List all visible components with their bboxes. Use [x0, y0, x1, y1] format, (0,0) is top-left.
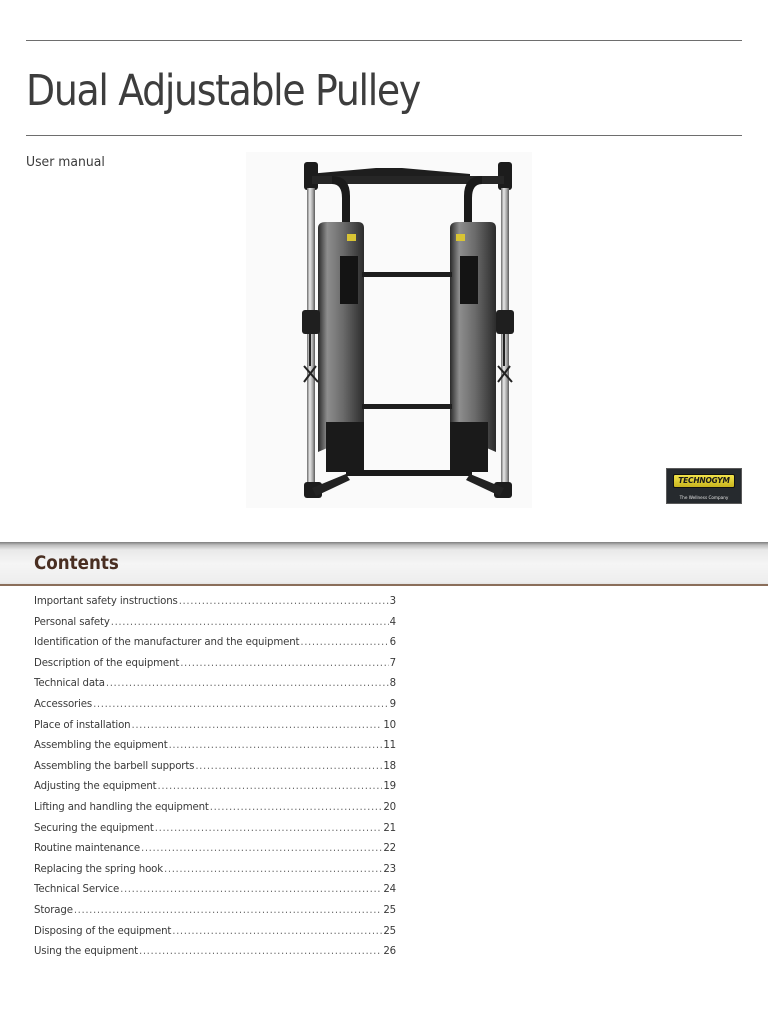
toc-entry-label: Technical data	[34, 678, 105, 690]
toc-entry[interactable]	[34, 781, 396, 802]
toc-entry[interactable]	[34, 637, 396, 658]
toc-entry-label: Adjusting the equipment	[34, 781, 157, 793]
toc-entry-page: 4	[389, 616, 396, 628]
document-title: Dual Adjustable Pulley	[26, 66, 420, 116]
toc-leader	[300, 637, 388, 648]
technogym-logo	[666, 468, 742, 504]
toc-entry-page: 11	[383, 740, 396, 752]
logo-brand: TECHNOGYM	[673, 474, 735, 488]
toc-leader	[106, 678, 389, 689]
toc-entry-page: 19	[383, 781, 396, 793]
toc-entry-page: 21	[383, 822, 396, 834]
toc-entry[interactable]	[34, 761, 396, 782]
document-subtitle: User manual	[26, 154, 105, 170]
toc-entry-label: Storage	[34, 904, 73, 916]
contents-heading: Contents	[34, 552, 119, 574]
contents-header	[0, 542, 768, 586]
toc-leader	[180, 658, 388, 669]
toc-entry[interactable]	[34, 843, 396, 864]
toc-entry[interactable]	[34, 884, 396, 905]
toc-entry[interactable]	[34, 617, 396, 638]
toc-entry-label: Accessories	[34, 698, 93, 710]
toc-entry-label: Description of the equipment	[34, 657, 180, 669]
toc-entry[interactable]	[34, 658, 396, 679]
toc-leader	[210, 802, 383, 813]
toc-entry-page: 8	[389, 678, 396, 690]
toc-entry-label: Replacing the spring hook	[34, 863, 164, 875]
toc-entry[interactable]	[34, 823, 396, 844]
toc-entry-label: Assembling the barbell supports	[34, 760, 195, 772]
toc-entry-label: Personal safety	[34, 616, 110, 628]
toc-entry-label: Lifting and handling the equipment	[34, 801, 209, 813]
pulley-machine-illustration	[246, 152, 532, 508]
toc-leader	[169, 740, 383, 751]
toc-leader	[157, 781, 382, 792]
table-of-contents	[34, 596, 396, 967]
toc-leader	[111, 617, 389, 628]
toc-entry-label: Securing the equipment	[34, 822, 154, 834]
toc-entry[interactable]	[34, 720, 396, 741]
toc-entry-label: Disposing of the equipment	[34, 925, 172, 937]
toc-entry-page: 7	[389, 657, 396, 669]
toc-leader	[195, 761, 382, 772]
toc-entry-page: 23	[383, 863, 396, 875]
toc-entry-page: 18	[383, 760, 396, 772]
toc-leader	[179, 596, 389, 607]
toc-leader	[120, 884, 382, 895]
toc-entry[interactable]	[34, 596, 396, 617]
toc-entry-label: Important safety instructions	[34, 596, 178, 607]
toc-leader	[141, 843, 382, 854]
toc-entry-label: Technical Service	[34, 884, 120, 896]
toc-entry[interactable]	[34, 905, 396, 926]
toc-entry-page: 3	[389, 596, 396, 607]
toc-entry-page: 25	[383, 904, 396, 916]
toc-entry[interactable]	[34, 678, 396, 699]
logo-tagline: The Wellness Company	[679, 495, 729, 500]
toc-entry-label: Using the equipment	[34, 946, 138, 958]
toc-entry[interactable]	[34, 946, 396, 967]
toc-entry[interactable]	[34, 864, 396, 885]
toc-leader	[155, 823, 383, 834]
top-rule	[26, 40, 742, 41]
toc-entry-label: Routine maintenance	[34, 843, 140, 855]
toc-leader	[131, 720, 382, 731]
toc-entry-page: 26	[383, 946, 396, 958]
toc-entry-page: 6	[389, 637, 396, 649]
toc-entry-label: Identification of the manufacturer and the equipment	[34, 637, 300, 649]
toc-entry-page: 10	[383, 719, 396, 731]
toc-leader	[139, 946, 382, 957]
toc-entry[interactable]	[34, 802, 396, 823]
title-rule	[26, 135, 742, 136]
toc-leader	[74, 905, 383, 916]
toc-entry-page: 24	[383, 884, 396, 896]
toc-entry-page: 9	[389, 698, 396, 710]
toc-leader	[164, 864, 382, 875]
toc-entry-page: 22	[383, 843, 396, 855]
toc-leader	[172, 926, 382, 937]
toc-entry[interactable]	[34, 699, 396, 720]
toc-entry[interactable]	[34, 926, 396, 947]
toc-entry-label: Assembling the equipment	[34, 740, 168, 752]
toc-entry[interactable]	[34, 740, 396, 761]
toc-entry-label: Place of installation	[34, 719, 131, 731]
toc-entry-page: 20	[383, 801, 396, 813]
toc-entry-page: 25	[383, 925, 396, 937]
toc-leader	[93, 699, 389, 710]
